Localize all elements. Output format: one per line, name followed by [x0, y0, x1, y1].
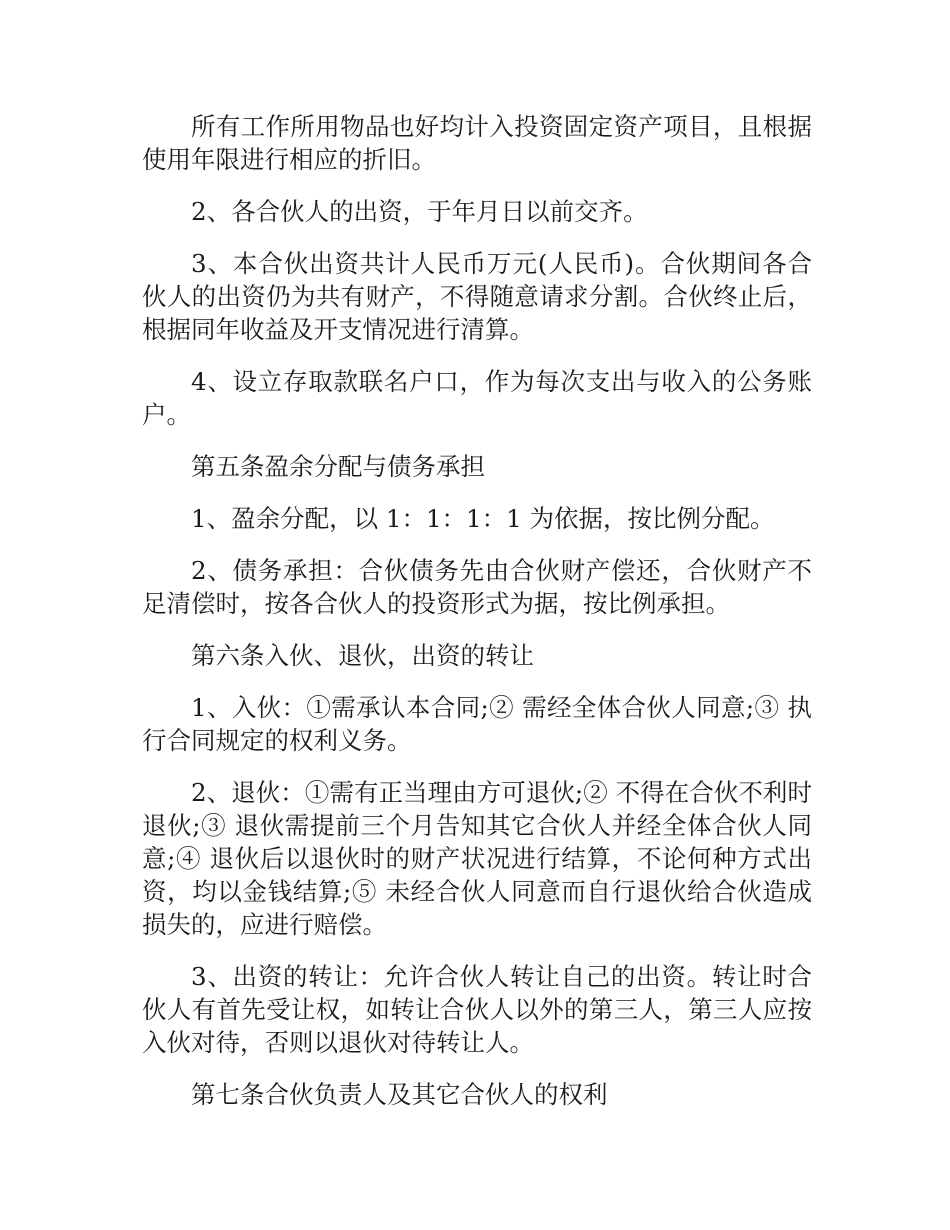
- section-heading-article-5: 第五条盈余分配与债务承担: [191, 452, 485, 481]
- document-body: [142, 110, 812, 1130]
- paragraph-profit-distribution: 1、盈余分配，以 1：1：1：1 为依据，按比例分配。: [191, 504, 775, 533]
- paragraph-joint-account: 4、设立存取款联名户口，作为每次支出与收入的公务账户。: [142, 367, 812, 429]
- paragraph-joining: 1、入伙：①需承认本合同;② 需经全体合伙人同意;③ 执行合同规定的权利义务。: [142, 693, 812, 755]
- paragraph-withdrawal: 2、退伙：①需有正当理由方可退伙;② 不得在合伙不利时退伙;③ 退伙需提前三个月告知其它合伙人并经全体合伙人同意;④ 退伙后以退伙时的财产状况进行结算，不论何种方式出资，均以金钱结算;⑤ 未经合伙人同意而自行退伙给合伙造成损失的，应进行赔偿。: [142, 778, 812, 939]
- section-heading-article-7: 第七条合伙负责人及其它合伙人的权利: [191, 1080, 608, 1109]
- section-heading-article-6: 第六条入伙、退伙，出资的转让: [191, 641, 534, 670]
- paragraph-depreciation: 所有工作所用物品也好均计入投资固定资产项目，且根据使用年限进行相应的折旧。: [142, 112, 812, 174]
- paragraph-debt-bearing: 2、债务承担：合伙债务先由合伙财产偿还，合伙财产不足清偿时，按各合伙人的投资形式为据，按比例承担。: [142, 556, 812, 618]
- paragraph-total-contribution: 3、本合伙出资共计人民币万元(人民币)。合伙期间各合伙人的出资仍为共有财产，不得随意请求分割。合伙终止后，根据同年收益及开支情况进行清算。: [142, 249, 812, 344]
- paragraph-contribution-deadline: 2、各合伙人的出资，于年月日以前交齐。: [191, 197, 648, 226]
- paragraph-transfer: 3、出资的转让：允许合伙人转让自己的出资。转让时合伙人有首先受让权，如转让合伙人以外的第三人，第三人应按入伙对待，否则以退伙对待转让人。: [142, 962, 812, 1057]
